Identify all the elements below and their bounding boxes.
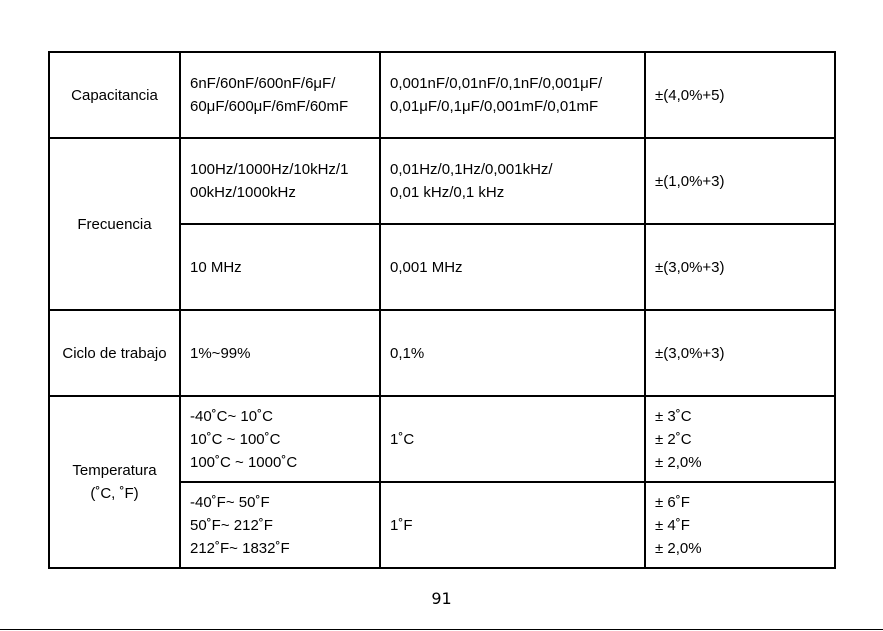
resolution-cell xyxy=(380,310,645,396)
resolution-cell xyxy=(380,52,645,138)
range-cell xyxy=(180,138,380,224)
range-text: -40˚F~ 50˚F xyxy=(190,493,270,511)
accuracy-text: ±(4,0%+5) xyxy=(655,86,725,104)
category-label: Ciclo de trabajo xyxy=(62,344,167,362)
table-row-duty-cycle xyxy=(49,310,835,396)
resolution-text: 1˚C xyxy=(390,430,415,448)
table-row-frequency xyxy=(49,138,835,224)
range-cell xyxy=(180,310,380,396)
resolution-text: 0,01 kHz/0,1 kHz xyxy=(390,184,505,201)
category-cell-capacitance xyxy=(49,52,180,138)
resolution-text: 0,01μF/0,1μF/0,001mF/0,01mF xyxy=(390,98,599,115)
range-text: 212˚F~ 1832˚F xyxy=(190,539,290,557)
range-text: 60μF/600μF/6mF/60mF xyxy=(190,98,349,115)
range-cell xyxy=(180,224,380,310)
bottom-divider xyxy=(0,629,883,630)
category-cell-duty-cycle xyxy=(49,310,180,396)
specifications-table xyxy=(48,51,836,569)
category-label: Temperatura xyxy=(72,462,157,479)
category-cell-frequency xyxy=(49,138,180,310)
range-text: -40˚C~ 10˚C xyxy=(190,407,273,425)
accuracy-text: ± 2,0% xyxy=(655,539,702,557)
resolution-text: 0,001nF/0,01nF/0,1nF/0,001μF/ xyxy=(390,75,603,92)
range-text: 00kHz/1000kHz xyxy=(190,184,296,201)
resolution-cell xyxy=(380,138,645,224)
table-row-temperature-celsius xyxy=(49,396,835,482)
accuracy-text: ±(3,0%+3) xyxy=(655,258,725,276)
page-number: 91 xyxy=(431,589,452,608)
resolution-text: 0,01Hz/0,1Hz/0,001kHz/ xyxy=(390,161,553,178)
resolution-cell xyxy=(380,396,645,482)
accuracy-text: ± 6˚F xyxy=(655,493,690,511)
category-label: Frecuencia xyxy=(77,215,152,233)
accuracy-cell xyxy=(645,224,835,310)
accuracy-text: ± 2,0% xyxy=(655,453,702,471)
category-units: (˚C, ˚F) xyxy=(90,485,139,502)
table-row-capacitance xyxy=(49,52,835,138)
accuracy-text: ± 2˚C xyxy=(655,430,692,448)
accuracy-text: ± 4˚F xyxy=(655,516,690,534)
resolution-text: 0,001 MHz xyxy=(390,258,463,276)
accuracy-text: ±(1,0%+3) xyxy=(655,172,725,190)
accuracy-cell xyxy=(645,52,835,138)
resolution-text: 0,1% xyxy=(390,344,425,362)
range-cell xyxy=(180,52,380,138)
accuracy-text: ± 3˚C xyxy=(655,407,692,425)
category-cell-temperature xyxy=(49,396,180,568)
range-text: 10˚C ~ 100˚C xyxy=(190,430,281,448)
range-cell xyxy=(180,482,380,568)
category-label: Capacitancia xyxy=(71,86,158,104)
resolution-cell xyxy=(380,482,645,568)
range-text: 100Hz/1000Hz/10kHz/1 xyxy=(190,161,349,178)
accuracy-cell xyxy=(645,482,835,568)
accuracy-cell xyxy=(645,310,835,396)
range-text: 1%~99% xyxy=(190,344,251,362)
accuracy-cell xyxy=(645,396,835,482)
accuracy-text: ±(3,0%+3) xyxy=(655,344,725,362)
range-text: 100˚C ~ 1000˚C xyxy=(190,453,298,471)
range-text: 10 MHz xyxy=(190,258,242,276)
resolution-cell xyxy=(380,224,645,310)
resolution-text: 1˚F xyxy=(390,516,413,534)
range-text: 6nF/60nF/600nF/6μF/ xyxy=(190,75,336,92)
range-text: 50˚F~ 212˚F xyxy=(190,516,273,534)
accuracy-cell xyxy=(645,138,835,224)
range-cell xyxy=(180,396,380,482)
